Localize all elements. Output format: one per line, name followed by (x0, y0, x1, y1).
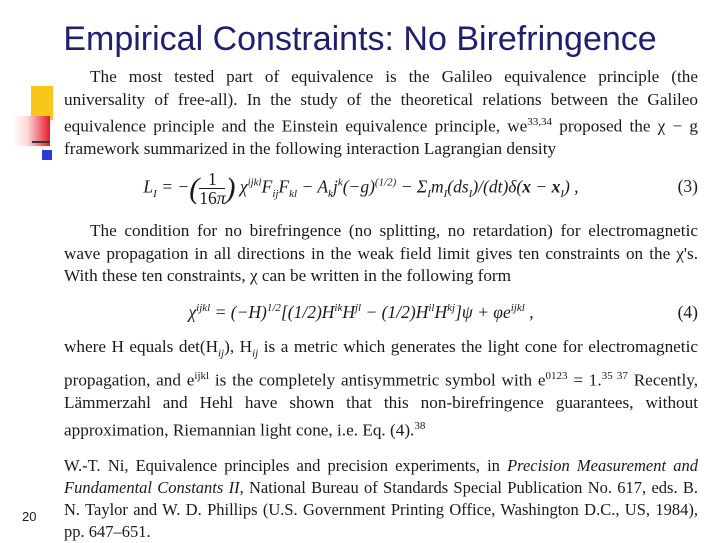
equation-3 (64, 170, 698, 214)
blue-square-decoration (42, 150, 52, 160)
paragraph-metric: where H equals $\det(H_{ij})$, $H_{ij}$ is a metric which generates the light cone for electromagnetic propagation, and $e^{ijkl}$ is the completely antisymmetric symbol with $e^{0123} = 1.^{35 37}$ Recently, Lämmerzahl and Hehl have shown that this non-birefringence guarantees, without approximation, Riemannian light cone, i.e. Eq. (4).$^{38}$ (64, 337, 698, 440)
reference-citation: W.-T. Ni, Equivalence principles and precision experiments, in Precision Measurement and Fundamental Constants II, National Bureau of Standards Special Publication No. 617, eds. B. N. Taylor and W. D. Phillips (U.S. Government Printing Office, Washington D.C., US, 1984), pp. 647–651. (64, 456, 698, 541)
equation-3-number: (3) (677, 176, 698, 196)
equation-4 (64, 302, 698, 326)
slide-title: Empirical Constraints: No Birefringence (63, 20, 657, 58)
paragraph-birefringence: The condition for no birefringence (no splitting, no retardation) for electromagnetic wave propagation in all directions in the weak field limit gives ten constraints on the χ's. With these ten constraints, χ can be written in the following form (64, 221, 698, 285)
equation-3-body: $L_I$ = −( $\frac{1}{16\pi}$ ) $\chi^{ijkl}F_{ij}F_{kl} - A_kj^k(-g)^{(1/2)} - \Sigma_Im_I(ds_I)/(dt)\delta(x - x_I)$ , (143, 169, 579, 208)
yellow-square-decoration (31, 86, 53, 120)
slide-number: 20 (22, 509, 37, 524)
divider-line (32, 141, 50, 143)
paragraph-galileo: The most tested part of equivalence is the Galileo equivalence principle (the universality of free-all). In the study of the theoretical relations between the Galileo equivalence principle and the Einstein equivalence principle, we$^{33,34}$ proposed the χ − g framework summarized in the following interaction Lagrangian density (64, 67, 698, 159)
equation-4-number: (4) (677, 302, 698, 322)
equation-4-body: $\chi^{ijkl} = (-H)^{1/2}[(1/2)H^{ik}H^{jl} - (1/2)H^{il}H^{kj}]\psi + \varphi e^{ijkl}$ , (188, 302, 534, 322)
